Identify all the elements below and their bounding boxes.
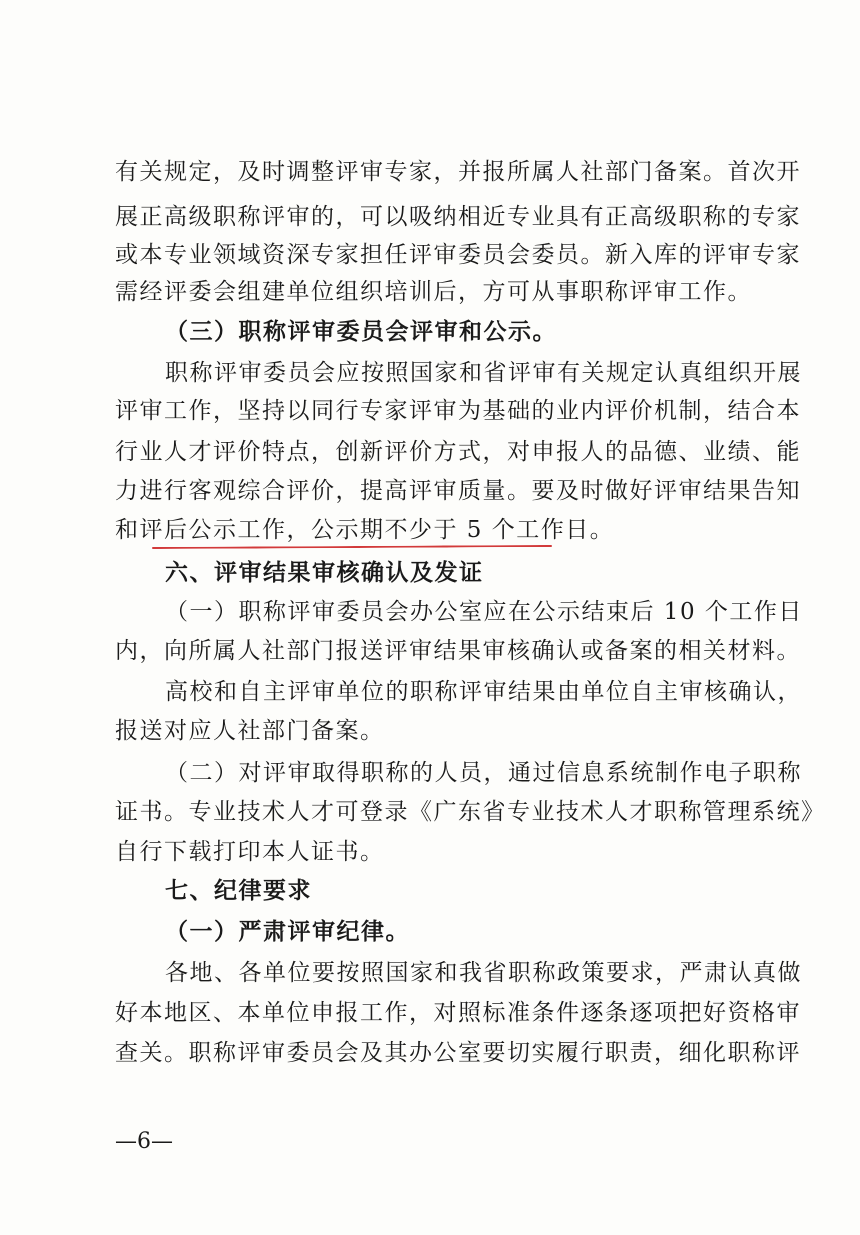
highlighted-text-line: 和评后公示工作，公示期不少于 5 个工作日。 [115,517,615,543]
body-text-line: 查关。职称评审委员会及其办公室要切实履行职责，细化职称评 [115,1040,801,1066]
body-text-line: 高校和自主评审单位的职称评审结果由单位自主审核确认， [165,679,802,705]
body-text-line: 有关规定，及时调整评审专家，并报所属人社部门备案。首次开 [115,159,801,185]
body-text-line: 职称评审委员会应按照国家和省评审有关规定认真组织开展 [165,360,802,386]
chapter-heading-6: 六、评审结果审核确认及发证 [165,560,484,586]
body-text-line: 自行下载打印本人证书。 [115,839,385,865]
chapter-heading-7: 七、纪律要求 [165,878,312,904]
body-text-line: 展正高级职称评审的，可以吸纳相近专业具有正高级职称的专家 [115,204,801,230]
body-text-line: 评审工作，坚持以同行专家评审为基础的业内评价机制，结合本 [115,398,801,424]
section-heading-3: （三）职称评审委员会评审和公示。 [165,319,557,345]
body-text-line: （二）对评审取得职称的人员，通过信息系统制作电子职称 [165,760,802,786]
body-text-line: 或本专业领域资深专家担任评审委员会委员。新入库的评审专家 [115,242,801,268]
page-number: —6— [115,1129,173,1154]
body-text-line: 力进行客观综合评价，提高评审质量。要及时做好评审结果告知 [115,478,801,504]
body-text-line: 报送对应人社部门备案。 [115,718,385,744]
body-text-line: 行业人才评价特点，创新评价方式，对申报人的品德、业绩、能 [115,439,801,465]
red-underline-annotation [152,545,552,549]
body-text-line: 证书。专业技术人才可登录《广东省专业技术人才职称管理系统》 [115,799,826,825]
body-text-line: 各地、各单位要按照国家和我省职称政策要求，严肃认真做 [165,960,802,986]
body-text-line: 内，向所属人社部门报送评审结果审核确认或备案的相关材料。 [115,638,801,664]
section-heading-1: （一）严肃评审纪律。 [165,919,410,945]
body-text-line: 需经评委会组建单位组织培训后，方可从事职称评审工作。 [115,279,752,305]
body-text-line: （一）职称评审委员会办公室应在公示结束后 10 个工作日 [165,599,803,625]
body-text-line: 好本地区、本单位申报工作，对照标准条件逐条逐项把好资格审 [115,1000,801,1026]
